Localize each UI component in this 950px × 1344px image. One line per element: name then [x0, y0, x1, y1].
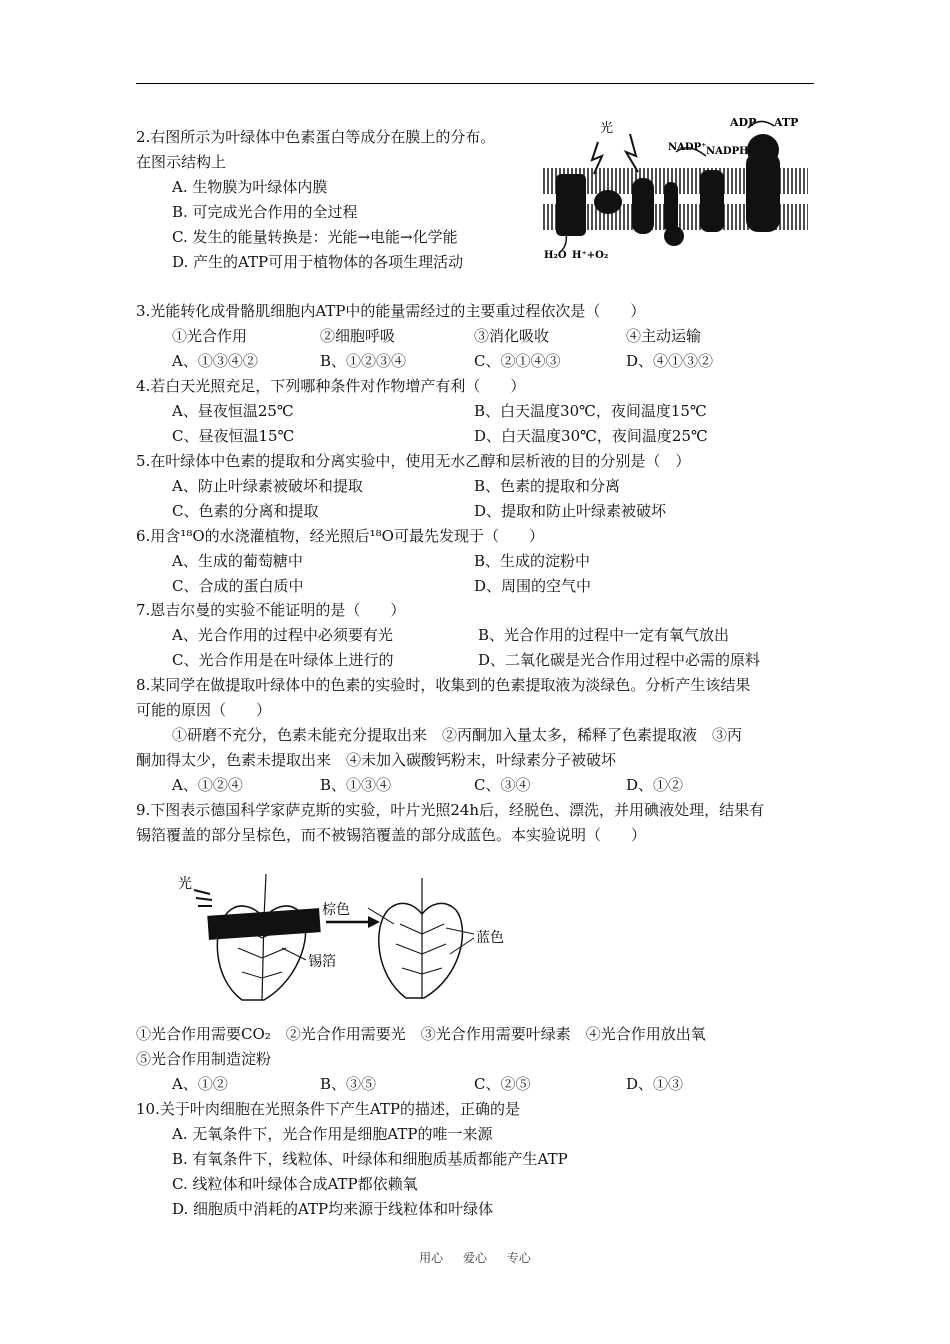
- q5-stem: 5.在叶绿体中色素的提取和分离实验中，使用无水乙醇和层析液的目的分别是（ ）: [136, 452, 691, 470]
- q6-option-d: D、周围的空气中: [474, 577, 592, 595]
- q5-option-c: C、色素的分离和提取: [172, 502, 319, 520]
- sachs-leaf-experiment-diagram: [172, 868, 522, 1010]
- footer-word-2: 爱心: [462, 1251, 487, 1265]
- q3-option-c: C、②①④③: [474, 352, 561, 370]
- q2-option-c: C. 发生的能量转换是：光能→电能→化学能: [172, 228, 458, 246]
- q9-option-c: C、②⑤: [474, 1075, 531, 1093]
- q6-option-c: C、合成的蛋白质中: [172, 577, 304, 595]
- q2-option-b: B. 可完成光合作用的全过程: [172, 203, 358, 221]
- figure-light-label: 光: [178, 876, 192, 892]
- q2-option-a: A. 生物膜为叶绿体内膜: [172, 178, 328, 196]
- header-rule: [136, 83, 814, 84]
- figure-atp-label: ATP: [774, 116, 799, 129]
- q4-option-c: C、昼夜恒温15℃: [172, 427, 295, 445]
- q3-option-a: A、①③④②: [172, 352, 258, 370]
- q9-stem-line2: 锡箔覆盖的部分呈棕色，而不被锡箔覆盖的部分成蓝色。本实验说明（ ）: [136, 826, 647, 844]
- q5-option-b: B、色素的提取和分离: [474, 477, 621, 495]
- q7-option-d: D、二氧化碳是光合作用过程中必需的原料: [478, 651, 761, 669]
- q9-items-line1: ①光合作用需要CO₂ ②光合作用需要光 ③光合作用需要叶绿素 ④光合作用放出氧: [136, 1025, 706, 1043]
- q2-option-d: D. 产生的ATP可用于植物体的各项生理活动: [172, 253, 464, 271]
- figure-adp-label: ADP: [730, 116, 757, 129]
- thylakoid-membrane-diagram: [538, 112, 812, 264]
- q4-option-a: A、昼夜恒温25℃: [172, 402, 294, 420]
- q9-option-a: A、①②: [172, 1075, 228, 1093]
- q3-item-3: ③消化吸收: [474, 327, 550, 345]
- q10-option-a: A. 无氧条件下，光合作用是细胞ATP的唯一来源: [172, 1125, 493, 1143]
- q4-option-d: D、白天温度30℃，夜间温度25℃: [474, 427, 708, 445]
- q6-option-a: A、生成的葡萄糖中: [172, 552, 303, 570]
- q8-option-c: C、③④: [474, 776, 531, 794]
- q6-stem: 6.用含¹⁸O的水浇灌植物，经光照后¹⁸O可最先发现于（ ）: [136, 527, 544, 545]
- q2-stem-line2: 在图示结构上: [136, 153, 227, 171]
- page-footer: [0, 1249, 950, 1266]
- q10-option-c: C. 线粒体和叶绿体合成ATP都依赖氧: [172, 1175, 418, 1193]
- q7-stem: 7.恩吉尔曼的实验不能证明的是（ ）: [136, 601, 406, 619]
- q9-items-line2: ⑤光合作用制造淀粉: [136, 1050, 272, 1068]
- q3-item-2: ②细胞呼吸: [320, 327, 396, 345]
- q5-option-a: A、防止叶绿素被破坏和提取: [172, 477, 363, 495]
- q2-stem-line1: 2.右图所示为叶绿体中色素蛋白等成分在膜上的分布。: [136, 128, 496, 146]
- q10-stem: 10.关于叶肉细胞在光照条件下产生ATP的描述，正确的是: [136, 1100, 520, 1118]
- q4-stem: 4.若白天光照充足，下列哪种条件对作物增产有利（ ）: [136, 377, 526, 395]
- q9-option-b: B、③⑤: [320, 1075, 377, 1093]
- q8-stem-line1: 8.某同学在做提取叶绿体中的色素的实验时，收集到的色素提取液为淡绿色。分析产生该结果: [136, 676, 751, 694]
- figure-h2o-label: H₂O: [544, 250, 567, 261]
- q3-item-4: ④主动运输: [626, 327, 702, 345]
- q7-option-a: A、光合作用的过程中必须要有光: [172, 626, 393, 644]
- q8-option-b: B、①③④: [320, 776, 392, 794]
- figure-foil-label: 锡箔: [308, 954, 336, 970]
- q3-item-1: ①光合作用: [172, 327, 248, 345]
- q6-option-b: B、生成的淀粉中: [474, 552, 591, 570]
- q3-option-b: B、①②③④: [320, 352, 407, 370]
- q8-option-d: D、①②: [626, 776, 684, 794]
- q9-stem-line1: 9.下图表示德国科学家萨克斯的实验，叶片光照24h后，经脱色、漂洗，并用碘液处理，结果有: [136, 801, 765, 819]
- q7-option-c: C、光合作用是在叶绿体上进行的: [172, 651, 394, 669]
- figure-nadp-label: NADP⁺: [668, 142, 707, 153]
- q7-option-b: B、光合作用的过程中一定有氧气放出: [478, 626, 730, 644]
- q3-stem: 3.光能转化成骨骼肌细胞内ATP中的能量需经过的主要重过程依次是（ ）: [136, 302, 646, 320]
- footer-word-1: 用心: [419, 1251, 444, 1265]
- figure-o2-label: H⁺+O₂: [572, 250, 609, 261]
- q3-option-d: D、④①③②: [626, 352, 714, 370]
- footer-word-3: 专心: [506, 1251, 531, 1265]
- figure-blue-label: 蓝色: [476, 930, 504, 946]
- q8-detail-line2: 酮加得太少，色素未提取出来 ④未加入碳酸钙粉末，叶绿素分子被破坏: [136, 751, 617, 769]
- figure-nadph-label: NADPH: [706, 146, 749, 157]
- q9-option-d: D、①③: [626, 1075, 684, 1093]
- q10-option-b: B. 有氧条件下，线粒体、叶绿体和细胞质基质都能产生ATP: [172, 1150, 568, 1168]
- q10-option-d: D. 细胞质中消耗的ATP均来源于线粒体和叶绿体: [172, 1200, 494, 1218]
- q8-detail-line1: ①研磨不充分，色素未能充分提取出来 ②丙酮加入量太多，稀释了色素提取液 ③丙: [172, 726, 743, 744]
- q8-stem-line2: 可能的原因（ ）: [136, 701, 272, 719]
- figure-brown-label: 棕色: [322, 902, 350, 918]
- q5-option-d: D、提取和防止叶绿素被破坏: [474, 502, 667, 520]
- figure-light-label: 光: [600, 121, 614, 136]
- q8-option-a: A、①②④: [172, 776, 243, 794]
- q4-option-b: B、白天温度30℃，夜间温度15℃: [474, 402, 707, 420]
